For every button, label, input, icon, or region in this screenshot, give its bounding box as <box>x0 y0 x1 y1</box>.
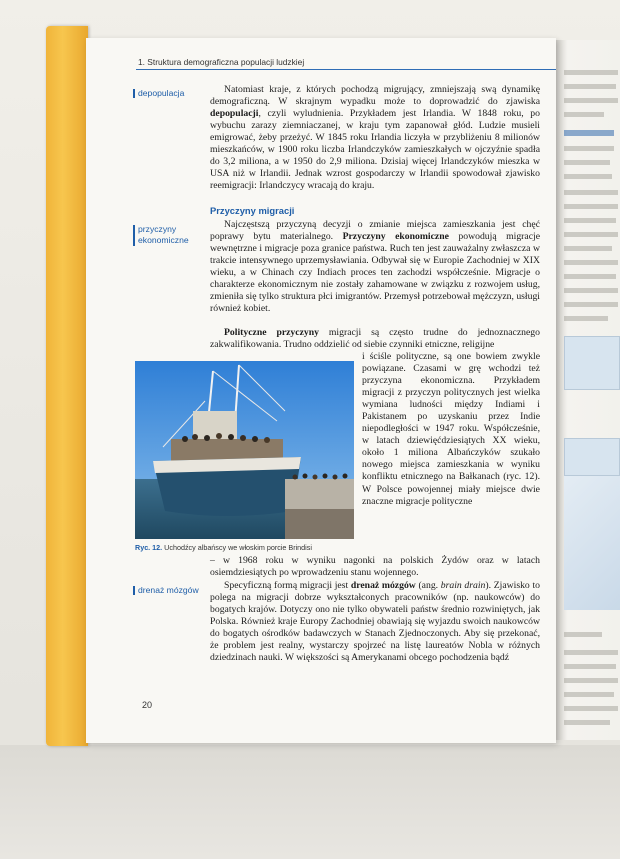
paragraph-depopulacja: Natomiast kraje, z których pochodzą migrujący, zmniejszają swą dynamikę demograficzną. W skrajnym wypadku może to doprowadzić do zjawiska depopulacji, czyli wyludnienia. Przykładem jest Irlandia. W 1848 roku, po wybuchu zarazy ziemniaczanej, w kraju tym zapanował głód. Ludzie musieli emigrować, żeby przeżyć. W 1845 roku Irlandia liczyła w przybliżeniu 8 milionów mieszkańców, w 1900 roku liczba Irlandczyków zamieszkałych w ojczyźnie spadła do 3,2 miliona, a w 1950 do 2,9 miliona. Dzisiaj więcej Irlandczyków mieszka w USA niż w Irlandii. Jednak wzrost gospodarczy w Irlandii spowodował zjawisko reemigracji: Irlandczycy wracają do kraju. <box>210 84 540 192</box>
textbook-page <box>86 38 556 743</box>
paragraph-przyczyny-polityczne-end: – w 1968 roku w wyniku nagonki na polskich Żydów oraz w latach osiemdziesiątych po wprowadzeniu stanu wojennego. <box>210 555 540 579</box>
term-przyczyny-ekonomiczne: Przyczyny ekonomiczne <box>342 231 449 243</box>
margin-label-depopulacja: depopulacja <box>138 88 185 98</box>
margin-marker-drenaz <box>133 586 135 595</box>
chapter-header: 1. Struktura demograficzna populacji ludzkiej <box>138 57 305 67</box>
paragraph-przyczyny-polityczne-start: Polityczne przyczyny migracji są często trudne do jednoznacznego zakwalifikowania. Trudno oddzielić od siebie czynniki etniczne, religijne <box>210 327 540 351</box>
yellow-binder-tab <box>46 26 88 746</box>
scan-bottom-shadow <box>0 745 620 859</box>
margin-label-line: przyczyny <box>138 224 177 234</box>
paragraph-przyczyny-polityczne-column: i ściśle polityczne, są one bowiem zwykle powiązane. Czasami w grę wchodzi też przyczyna ekonomiczna. Przykładem migracji z przyczyn politycznych jest wielka wymiana ludności między Indiami i Pakistanem po uzyskaniu przez Indie niepodległości w 1947 roku. Współcześnie, w latach dziewięćdziesiątych XX wieku, około 1 miliona Albańczyków szukało nowego miejsca zamieszkania w wyniku konfliktu etnicznego na Bałkanach (ryc. 12). W Polsce powojennej miały miejsce dwie znaczne migracje polityczne <box>362 351 540 507</box>
term-drenaz-mozgow: drenaż mózgów <box>350 580 416 591</box>
ship-photo-illustration <box>135 361 354 539</box>
photo-albanian-refugees-ship <box>135 361 354 539</box>
figure-caption-label: Ryc. 12. <box>135 543 163 552</box>
header-rule <box>136 69 556 70</box>
adjacent-page-edge <box>556 40 620 740</box>
paragraph-przyczyny-ekonomiczne: Najczęstszą przyczyną decyzji o zmianie miejsca zamieszkania jest chęć poprawy bytu materialnego. Przyczyny ekonomiczne powodują migracje wewnętrzne i migracje poza granice państwa. Ruch ten jest zauważalny zwłaszcza w trakcie intensywnego uprzemysławiania. Odbywał się w Europie Zachodniej w XIX wieku, a w Chinach czy Indiach proces ten zachodzi współcześnie. Migracje o charakterze ekonomicznym nie zostały zahamowane w związku z rozwojem usług, zmieniła się tylko struktura płci imigrantów. Przemysł potrzebował mężczyzn, usługi również kobiet. <box>210 219 541 315</box>
term-brain-drain: brain drain <box>440 580 486 591</box>
margin-marker-depopulacja <box>133 89 135 98</box>
margin-label-drenaz-mozgow: drenaż mózgów <box>138 585 199 595</box>
margin-label-line: ekonomiczne <box>138 234 189 245</box>
section-heading-przyczyny-migracji: Przyczyny migracji <box>210 205 295 216</box>
term-depopulacja: depopulacji <box>210 108 259 120</box>
term-polityczne-przyczyny: Polityczne przyczyny <box>224 327 319 338</box>
figure-caption: Ryc. 12. Uchodźcy albańscy we włoskim porcie Brindisi <box>135 543 312 552</box>
page-number: 20 <box>142 700 153 710</box>
margin-label-przyczyny-ekonomiczne <box>138 224 189 245</box>
margin-marker-przyczyny-ekonomiczne <box>133 225 135 246</box>
paragraph-drenaz-mozgow: Specyficzną formą migracji jest drenaż mózgów (ang. brain drain). Zjawisko to polega na migracji dobrze wykształconych pracowników (np. naukowców) do bogatych krajów. Dotyczy ono nie tylko obywateli państw średnio rozwiniętych, jak Polska. Również kraje Europy Zachodniej obawiają się wyjazdu swoich naukowców do bogatych ośrodków badawczych w Stanach Zjednoczonych. Aby się przekonać, że problem jest realny, wystarczy spojrzeć na listę laureatów Nobla w różnych dziedzinach nauki. W większości są Amerykanami obcego pochodzenia bądź <box>210 580 540 664</box>
